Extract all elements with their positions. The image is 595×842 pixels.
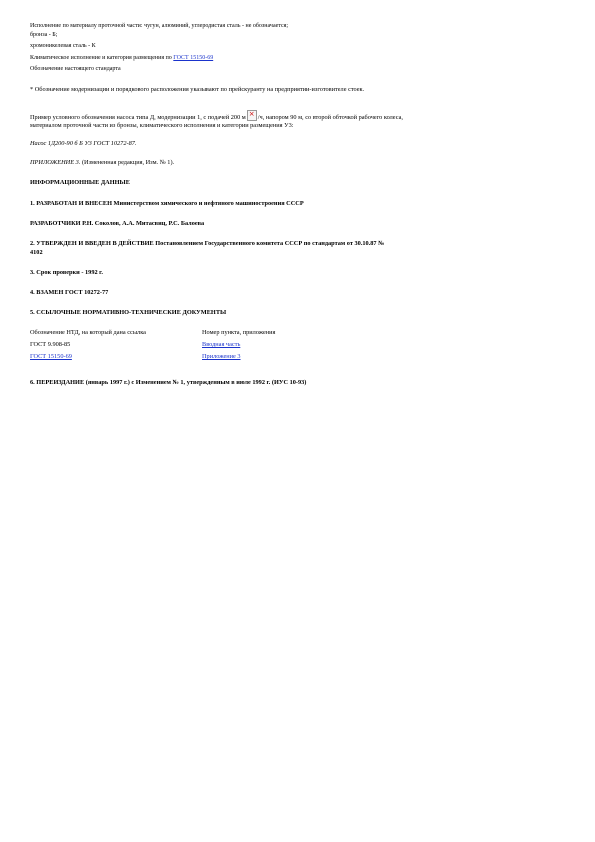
ref-link-appendix-3[interactable]: Приложение 3 [202, 353, 241, 360]
table-header-doc: Обозначение НТД, на который дана ссылка [30, 329, 146, 336]
ref-link-gost-15150[interactable]: ГОСТ 15150-69 [30, 353, 72, 360]
legend-line-steel: хромоникелевая сталь - К [30, 43, 96, 49]
info-item-4: 4. ВЗАМЕН ГОСТ 10272-77 [30, 289, 109, 296]
table-header-ref: Номер пункта, приложения [202, 329, 276, 336]
info-item-3: 3. Срок проверки - 1992 г. [30, 269, 103, 276]
example-text-part1: Пример условного обозначения насоса типа Д, модернизации 1, с подачей 200 м [30, 114, 246, 121]
references-table [30, 329, 277, 365]
appendix-note [30, 159, 174, 167]
table-cell-doc: ГОСТ 9.908-85 [30, 341, 71, 348]
table-cell-ref [202, 341, 277, 353]
footnote: * Обозначение модернизации и порядкового расположения указывают по прейскуранту на предприятии-изготовителе стоек. [30, 86, 365, 93]
gost-15150-link[interactable]: ГОСТ 15150-69 [173, 55, 214, 61]
appendix-rest: . (Измененная редакция, Изм. № 1). [78, 159, 175, 166]
legend-line-bronze: бронза - Б; [30, 32, 58, 38]
example-line-1 [30, 110, 403, 122]
legend-line-standard: Обозначение настоящего стандарта [30, 66, 121, 72]
info-item-6: 6. ПЕРЕИЗДАНИЕ (январь 1997 г.) с Изменением № 1, утвержденным в июле 1992 г. (ИУС 10-93) [30, 379, 307, 386]
table-cell-ref [202, 353, 277, 365]
appendix-label: ПРИЛОЖЕНИЕ 3 [30, 159, 79, 166]
ref-link-intro[interactable]: Вводная часть [202, 341, 241, 348]
pump-designation: Насос 1Д200-90 б Б У3 ГОСТ 10272-87. [30, 140, 137, 147]
example-line-2: материалом проточной части из бронзы, климатического исполнения и категории размещения У3: [30, 122, 294, 129]
table-row [30, 353, 277, 365]
table-row [30, 341, 277, 353]
table-cell-doc [30, 353, 202, 365]
info-item-1: 1. РАЗРАБОТАН И ВНЕСЕН Министерством химического и нефтяного машиностроения СССР [30, 200, 304, 207]
table-header-row [30, 329, 277, 341]
info-item-2-line-1: 2. УТВЕРЖДЕН И ВВЕДЕН В ДЕЙСТВИЕ Постановлением Государственного комитета СССР по стандартам от 30.10.87 № [30, 240, 385, 247]
info-developers: РАЗРАБОТЧИКИ Р.Н. Соколов, А.А. Митасвиц, Р.С. Балоева [30, 220, 205, 227]
info-item-2-line-2: 4102 [30, 249, 43, 256]
legend-line-climate [30, 54, 213, 62]
legend-line-material: Исполнение по материалу проточной части: чугун, алюминий, углеродистая сталь - не обозначается; [30, 23, 289, 29]
info-item-5: 5. ССЫЛОЧНЫЕ НОРМАТИВНО-ТЕХНИЧЕСКИЕ ДОКУМЕНТЫ [30, 309, 227, 316]
legend-climate-text: Климатическое исполнение и категория размещения по [30, 55, 174, 61]
example-text-part2: /ч, напором 90 м, со второй обточкой рабочего колеса, [257, 114, 403, 121]
superscript-3-image-icon [247, 110, 257, 121]
info-heading: ИНФОРМАЦИОННЫЕ ДАННЫЕ [30, 179, 130, 186]
